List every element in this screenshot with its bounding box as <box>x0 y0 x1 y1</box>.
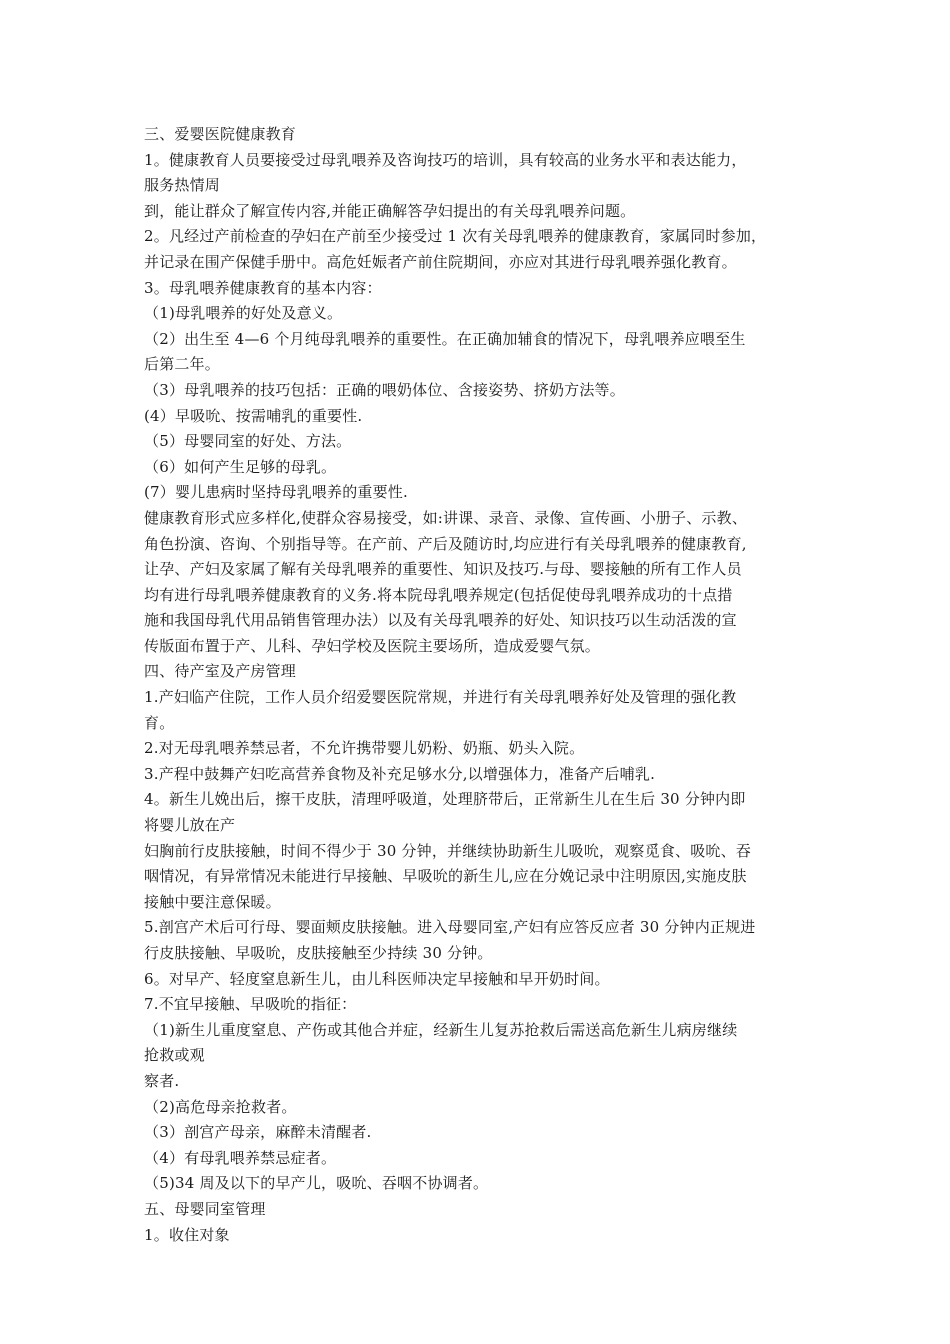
paragraph-line: 让孕、产妇及家属了解有关母乳喂养的重要性、知识及技巧.与母、婴接触的所有工作人员 <box>144 560 742 579</box>
paragraph-line: 行皮肤接触、早吸吮，皮肤接触至少持续 30 分钟。 <box>144 944 493 962</box>
list-item-line: （5）母婴同室的好处、方法。 <box>144 432 352 451</box>
paragraph-line: 到，能让群众了解宣传内容,并能正确解答孕妇提出的有关母乳喂养问题。 <box>144 201 636 220</box>
paragraph-line: 传版面布置于产、儿科、孕妇学校及医院主要场所，造成爱婴气氛。 <box>144 636 601 655</box>
list-item-line: 后第二年。 <box>144 355 221 374</box>
paragraph-line: 3.产程中鼓舞产妇吃高营养食物及补充足够水分,以增强体力，准备产后哺乳. <box>144 764 656 783</box>
paragraph-line: 1。收住对象 <box>144 1225 230 1244</box>
list-item-line: （4）有母乳喂养禁忌症者。 <box>144 1148 337 1167</box>
list-item-line: (4）早吸吮、按需哺乳的重要性. <box>144 406 363 425</box>
paragraph-line: 服务热情周 <box>144 176 221 195</box>
paragraph-line: 接触中要注意保暖。 <box>144 892 281 911</box>
paragraph-line: 1.产妇临产住院，工作人员介绍爱婴医院常规，并进行有关母乳喂养好处及管理的强化教 <box>144 688 737 707</box>
paragraph-line: 施和我国母乳代用品销售管理办法）以及有关母乳喂养的好处、知识技巧以生动活泼的宣 <box>144 611 737 630</box>
list-item-line: （1)母乳喂养的好处及意义。 <box>144 304 343 323</box>
paragraph-line: 将婴儿放在产 <box>144 816 236 835</box>
paragraph-line: 5.剖宫产术后可行母、婴面颊皮肤接触。进入母婴同室,产妇有应答反应者 30 分钟内正规进 <box>144 918 756 937</box>
section-heading-4: 四、待产室及产房管理 <box>144 662 297 681</box>
paragraph-line: 2.对无母乳喂养禁忌者，不允许携带婴儿奶粉、奶瓶、奶头入院。 <box>144 739 585 758</box>
paragraph-line: 均有进行母乳喂养健康教育的义务.将本院母乳喂养规定(包括促使母乳喂养成功的十点措 <box>144 585 733 604</box>
paragraph-line: 角色扮演、咨询、个别指导等。在产前、产后及随访时,均应进行有关母乳喂养的健康教育, <box>144 534 747 553</box>
list-item-line: （3）剖宫产母亲，麻醉未清醒者. <box>144 1123 372 1142</box>
list-item-line: （2）出生至 4—6 个月纯母乳喂养的重要性。在正确加辅食的情况下，母乳喂养应喂至生 <box>144 329 746 348</box>
list-item-line: 抢救或观 <box>144 1046 205 1065</box>
paragraph-line: 并记录在围产保健手册中。高危妊娠者产前住院期间，亦应对其进行母乳喂养强化教育。 <box>144 252 737 271</box>
list-item-line: (7）婴儿患病时坚持母乳喂养的重要性. <box>144 483 408 502</box>
list-item-line: （5)34 周及以下的早产儿，吸吮、吞咽不协调者。 <box>144 1174 489 1193</box>
paragraph-line: 健康教育形式应多样化,使群众容易接受，如:讲课、录音、录像、宣传画、小册子、示教、 <box>144 508 748 527</box>
paragraph-line: 6。对早产、轻度窒息新生儿，由儿科医师决定早接触和早开奶时间。 <box>144 969 610 988</box>
paragraph-line: 2。凡经过产前检查的孕妇在产前至少接受过 1 次有关母乳喂养的健康教育，家属同时参加， <box>144 227 767 246</box>
paragraph-line: 7.不宜早接触、早吸吮的指征： <box>144 995 357 1014</box>
paragraph-line: 4。新生儿娩出后，擦干皮肤，清理呼吸道，处理脐带后，正常新生儿在生后 30 分钟内即 <box>144 790 746 809</box>
paragraph-line: 育。 <box>144 713 175 732</box>
list-item-line: 察者. <box>144 1071 180 1090</box>
paragraph-line: 3。母乳喂养健康教育的基本内容： <box>144 278 382 297</box>
paragraph-line: 咽情况，有异常情况未能进行早接触、早吸吮的新生儿,应在分娩记录中注明原因,实施皮肤 <box>144 867 747 886</box>
list-item-line: （6）如何产生足够的母乳。 <box>144 457 337 476</box>
document-body <box>144 122 824 1248</box>
section-heading-3: 三、爱婴医院健康教育 <box>144 125 297 143</box>
list-item-line: （2)高危母亲抢救者。 <box>144 1097 297 1116</box>
section-heading-5: 五、母婴同室管理 <box>144 1199 266 1218</box>
list-item-line: （1)新生儿重度窒息、产伤或其他合并症，经新生儿复苏抢救后需送高危新生儿病房继续 <box>144 1020 738 1039</box>
list-item-line: （3）母乳喂养的技巧包括：正确的喂奶体位、含接姿势、挤奶方法等。 <box>144 380 625 399</box>
paragraph-line: 妇胸前行皮肤接触，时间不得少于 30 分钟，并继续协助新生儿吸吮，观察觅食、吸吮、吞 <box>144 841 752 860</box>
paragraph-line: 1。健康教育人员要接受过母乳喂养及咨询技巧的培训，具有较高的业务水平和表达能力， <box>144 150 747 169</box>
